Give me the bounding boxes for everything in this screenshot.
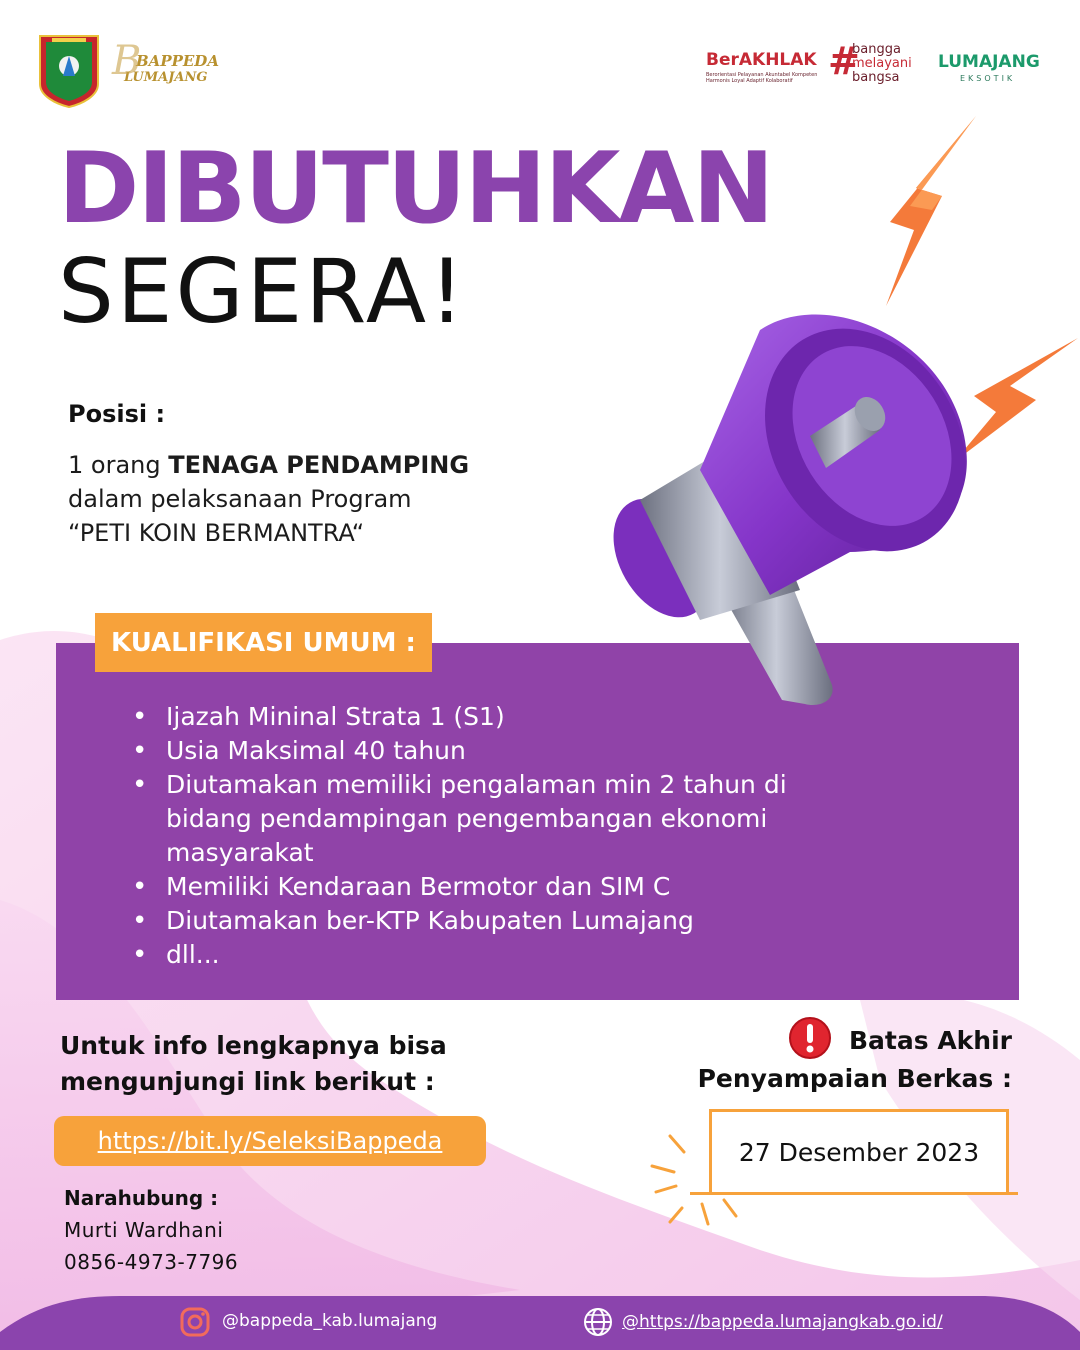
bangga-melayani-bangsa-logo — [826, 38, 918, 86]
kabupaten-emblem-logo — [38, 32, 100, 108]
deadline-title-line: Batas Akhir — [848, 1026, 1012, 1055]
bappeda-logo-initial: B — [112, 38, 142, 84]
instagram-icon[interactable] — [180, 1307, 210, 1337]
megaphone-icon — [600, 290, 1020, 720]
instagram-handle[interactable]: @bappeda_kab.lumajang — [222, 1311, 438, 1331]
melayani-text: melayani — [852, 56, 912, 71]
sparkle-lines-icon — [650, 1130, 740, 1230]
list-item: • Usia Maksimal 40 tahun — [132, 734, 832, 768]
list-item: • Memiliki Kendaraan Bermotor dan SIM C — [132, 870, 832, 904]
berakhlak-logo — [706, 40, 826, 88]
lightning-bolt-icon — [880, 110, 990, 310]
info-text-line: Untuk info lengkapnya bisa — [60, 1031, 447, 1060]
list-item: • Ijazah Mininal Strata 1 (S1) — [132, 700, 832, 734]
globe-icon[interactable] — [582, 1306, 614, 1338]
info-text — [60, 1028, 490, 1100]
berakhlak-logo-subtext: Berorientasi Pelayanan Akuntabel Kompeten Harmonis Loyal Adaptif Kolaboratif — [706, 72, 818, 84]
berakhlak-logo-text: BerAKHLAK — [706, 50, 817, 70]
headline-primary: DIBUTUHKAN — [58, 132, 773, 246]
bangsa-text: bangsa — [852, 70, 900, 85]
posisi-program-name: “PETI KOIN BERMANTRA“ — [68, 519, 365, 547]
posisi-role: TENAGA PENDAMPING — [168, 451, 470, 479]
list-item: • Diutamakan memiliki pengalaman min 2 tahun di bidang pendampingan pengembangan ekonomi masyarakat — [132, 768, 832, 870]
list-item: • dll... — [132, 938, 832, 972]
deadline-title — [640, 1022, 1012, 1098]
deadline-title-line: Penyampaian Berkas : — [697, 1064, 1012, 1093]
contact-label: Narahubung : — [64, 1186, 219, 1210]
qualification-list — [132, 700, 832, 972]
lumajang-eksotik-logo — [938, 52, 1046, 88]
bappeda-logo-text: BAPPEDA — [136, 52, 219, 70]
deadline-date: 27 Desember 2023 — [709, 1109, 1009, 1195]
contact-name: Murti Wardhani — [64, 1218, 224, 1242]
registration-link[interactable]: https://bit.ly/SeleksiBappeda — [54, 1116, 486, 1166]
list-item: • Diutamakan ber-KTP Kabupaten Lumajang — [132, 904, 832, 938]
bappeda-lumajang-logo — [112, 38, 222, 94]
eksotik-logo-text: EKSOTIK — [960, 74, 1016, 83]
posisi-description — [68, 448, 548, 550]
qualification-title: KUALIFIKASI UMUM : — [95, 613, 432, 672]
lumajang-logo-text: LUMAJANG — [938, 52, 1040, 72]
bangga-text: bangga — [852, 42, 901, 57]
contact-phone: 0856-4973-7796 — [64, 1250, 239, 1274]
posisi-label: Posisi : — [68, 400, 166, 428]
bappeda-logo-subtext: LUMAJANG — [124, 70, 208, 85]
website-link[interactable]: @https://bappeda.lumajangkab.go.id/ — [622, 1312, 943, 1332]
headline-secondary: SEGERA! — [58, 240, 468, 343]
posisi-program-line: dalam pelaksanaan Program — [68, 485, 412, 513]
posisi-count: 1 orang — [68, 451, 169, 479]
info-text-line: mengunjungi link berikut : — [60, 1067, 435, 1096]
hashtag-icon: # — [828, 39, 860, 83]
